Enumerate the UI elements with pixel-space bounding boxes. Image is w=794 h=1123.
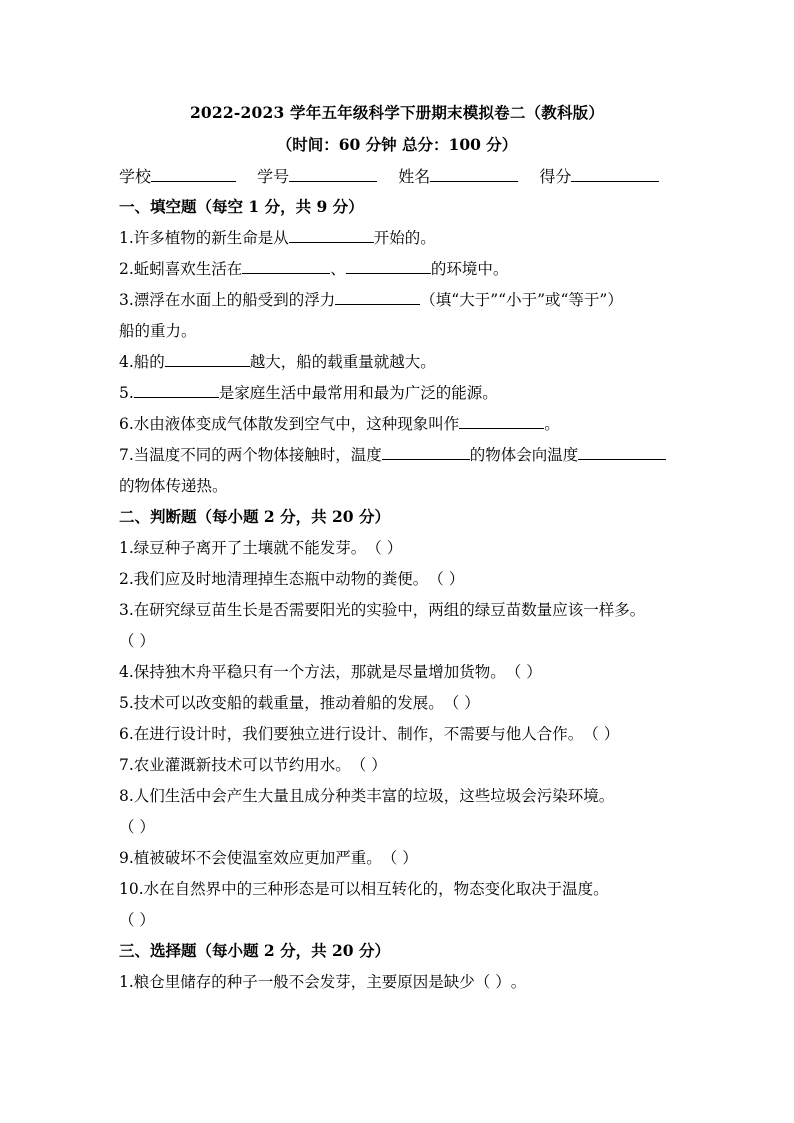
judge-question-7: 7.农业灌溉新技术可以节约用水。（ ）	[119, 753, 684, 784]
judge-question-3-paren	[119, 629, 684, 660]
answer-blank[interactable]	[459, 412, 544, 429]
answer-paren[interactable]: （ ）	[474, 973, 511, 991]
fill-question-2: 2.蚯蚓喜欢生活在 、 的环境中。	[119, 257, 684, 288]
student-id-blank[interactable]	[289, 165, 377, 182]
judge-question-10: 10.水在自然界中的三种形态是可以相互转化的，物态变化取决于温度。	[119, 880, 609, 898]
fill-question-3-cont: 船的重力。	[119, 322, 197, 340]
judge-question-10-paren	[119, 908, 684, 939]
answer-blank[interactable]	[382, 443, 470, 460]
judge-question-1: 1.绿豆种子离开了土壤就不能发芽。（ ）	[119, 536, 684, 567]
answer-paren[interactable]: （ ）	[366, 539, 403, 557]
judge-question-6: 6.在进行设计时，我们要独立进行设计、制作，不需要与他人合作。（ ）	[119, 722, 684, 753]
exam-subtitle: （时间：60 分钟 总分：100 分）	[276, 135, 518, 154]
score-blank[interactable]	[571, 165, 659, 182]
fill-question-3: 3.漂浮在水面上的船受到的浮力 （填“大于”“小于”或“等于”）	[119, 288, 684, 319]
answer-blank[interactable]	[165, 350, 250, 367]
judge-question-8-paren	[119, 815, 684, 846]
exam-title: 2022-2023 学年五年级科学下册期末模拟卷二（教科版）	[189, 103, 605, 122]
name-field: 姓名	[398, 164, 518, 187]
section1-heading: 一、填空题（每空 1 分，共 9 分）	[119, 197, 364, 216]
section2-heading: 二、判断题（每小题 2 分，共 20 分）	[119, 507, 390, 526]
student-id-field: 学号	[257, 164, 377, 187]
school-field: 学校	[119, 164, 236, 187]
school-blank[interactable]	[151, 165, 236, 182]
fill-question-4: 4.船的 越大，船的载重量就越大。	[119, 350, 684, 381]
answer-paren[interactable]: （ ）	[505, 663, 542, 681]
section3-heading: 三、选择题（每小题 2 分，共 20 分）	[119, 941, 390, 960]
answer-paren[interactable]: （ ）	[119, 632, 155, 650]
answer-paren[interactable]: （ ）	[119, 911, 155, 929]
answer-paren[interactable]: （ ）	[119, 818, 155, 836]
judge-question-5: 5.技术可以改变船的载重量，推动着船的发展。（ ）	[119, 691, 684, 722]
judge-question-3: 3.在研究绿豆苗生长是否需要阳光的实验中，两组的绿豆苗数量应该一样多。	[119, 601, 646, 619]
answer-blank[interactable]	[335, 288, 420, 305]
answer-paren[interactable]: （ ）	[381, 849, 418, 867]
fill-question-7: 7.当温度不同的两个物体接触时，温度 的物体会向温度	[119, 443, 684, 474]
exam-content	[119, 195, 684, 1001]
fill-question-6: 6.水由液体变成气体散发到空气中，这种现象叫作 。	[119, 412, 684, 443]
answer-blank[interactable]	[242, 257, 330, 274]
fill-question-5: 5. 是家庭生活中最常用和最为广泛的能源。	[119, 381, 684, 412]
answer-paren[interactable]: （ ）	[428, 570, 465, 588]
fill-question-7-cont: 的物体传递热。	[119, 477, 228, 495]
answer-blank[interactable]	[289, 226, 374, 243]
fill-question-1: 1.许多植物的新生命是从 开始的。	[119, 226, 684, 257]
choice-question-1: 1.粮仓里储存的种子一般不会发芽，主要原因是缺少（ ）。	[119, 970, 684, 1001]
answer-paren[interactable]: （ ）	[583, 725, 620, 743]
judge-question-2: 2.我们应及时地清理掉生态瓶中动物的粪便。（ ）	[119, 567, 684, 598]
judge-question-8: 8.人们生活中会产生大量且成分种类丰富的垃圾，这些垃圾会污染环境。	[119, 787, 615, 805]
answer-paren[interactable]: （ ）	[350, 756, 387, 774]
answer-paren[interactable]: （ ）	[443, 694, 480, 712]
answer-blank[interactable]	[346, 257, 431, 274]
answer-blank[interactable]	[134, 381, 219, 398]
judge-question-4: 4.保持独木舟平稳只有一个方法，那就是尽量增加货物。（ ）	[119, 660, 684, 691]
score-field: 得分	[539, 164, 659, 187]
answer-blank[interactable]	[578, 443, 666, 460]
student-info-row	[119, 164, 675, 187]
judge-question-9: 9.植被破坏不会使温室效应更加严重。（ ）	[119, 846, 684, 877]
name-blank[interactable]	[430, 165, 518, 182]
